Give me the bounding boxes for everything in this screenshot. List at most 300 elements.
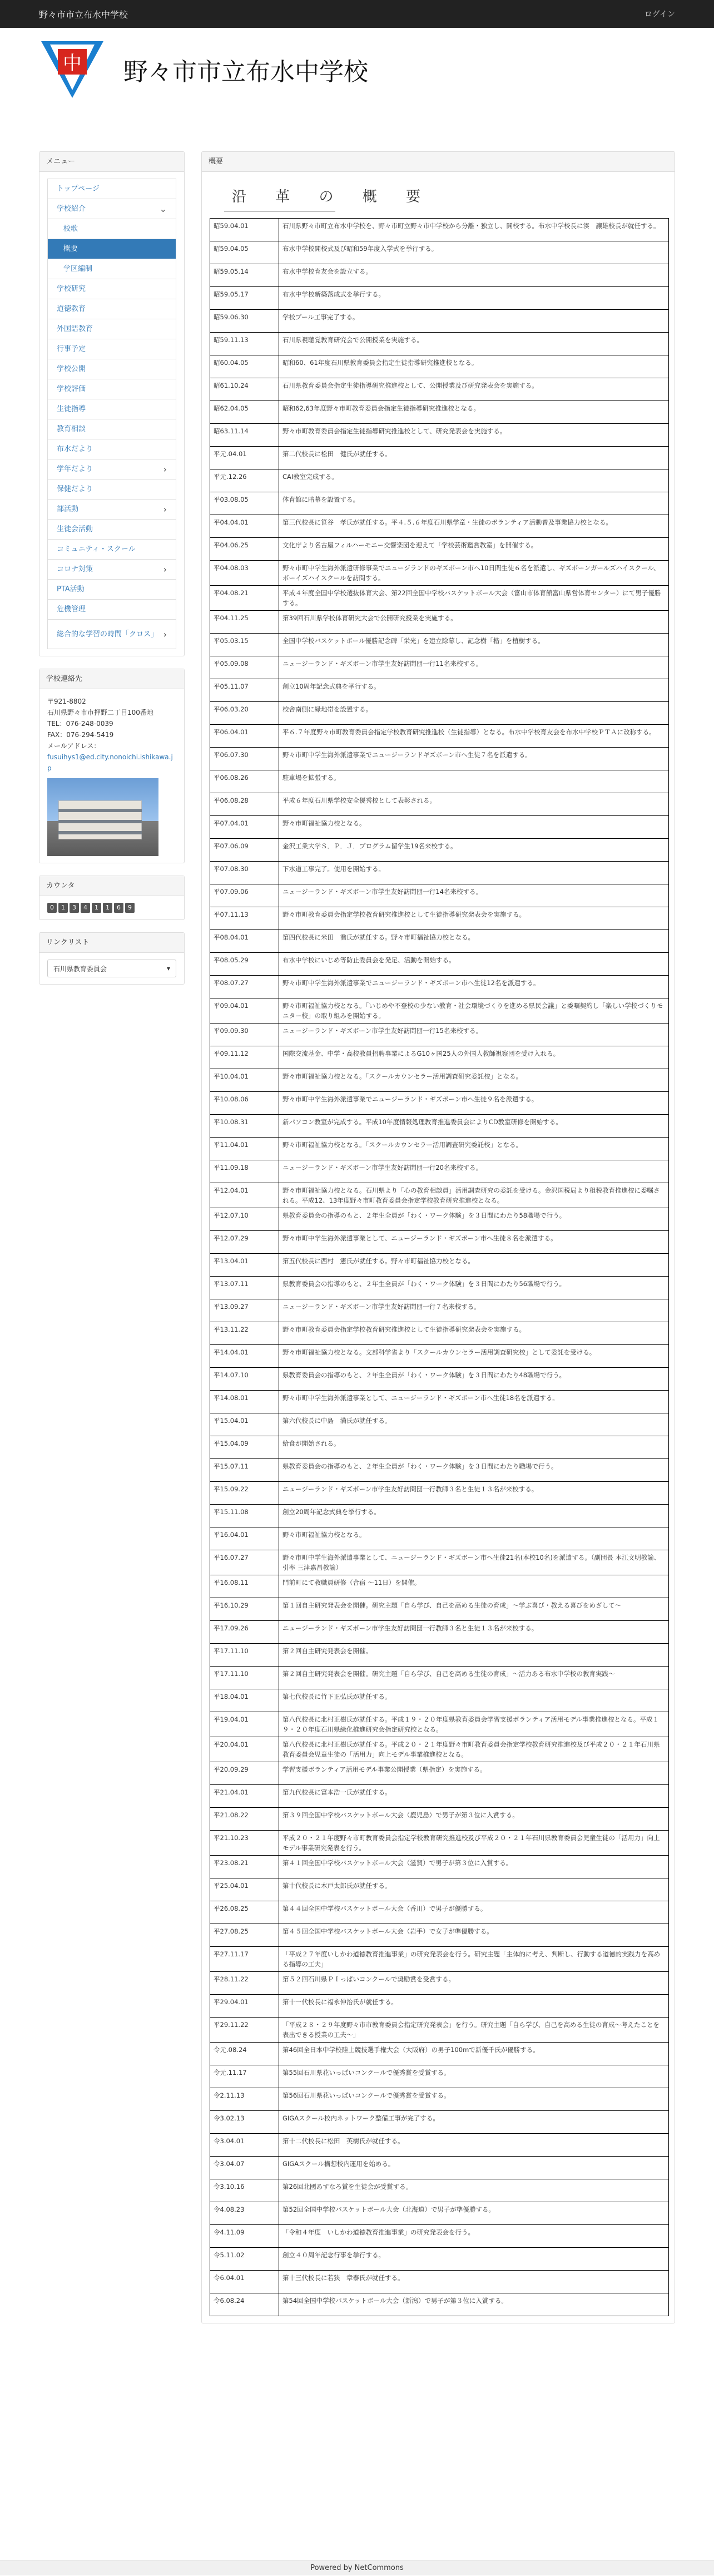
table-row <box>210 1831 669 1856</box>
history-event: CAI教室完成する。 <box>279 469 669 492</box>
history-event: 下水道工事完了。使用を開始する。 <box>279 862 669 884</box>
menu-item-counseling[interactable]: 教育相談 <box>48 419 176 439</box>
history-date: 平07.04.01 <box>210 816 279 839</box>
history-date: 平05.03.15 <box>210 634 279 656</box>
history-event: 第八代校長に北村正樹氏が就任する。平成２０・２１年度野々市町教育委員会指定学校教育研究推進校及び平成２０・２１年石川県教育委員会児童生徒の「活用力」向上モデル事業推進校となる。 <box>279 1737 669 1762</box>
table-row <box>210 1391 669 1413</box>
link-list-select[interactable] <box>47 960 176 977</box>
table-row <box>210 1621 669 1644</box>
history-date: 平06.08.28 <box>210 793 279 816</box>
history-event: 野々市町教育委員会指定学校教育研究推進校として生徒指導研究発表会を実施する。 <box>279 1322 669 1345</box>
table-row <box>210 679 669 702</box>
counter-digit: 3 <box>70 903 79 913</box>
contact-address: 石川県野々市市押野二丁目100番地 <box>47 709 153 716</box>
history-event: 平成６年度石川県学校安全優秀校として表彰される。 <box>279 793 669 816</box>
table-row <box>210 611 669 634</box>
table-row <box>210 492 669 515</box>
table-row <box>210 656 669 679</box>
history-date: 平08.07.27 <box>210 976 279 998</box>
history-event: ニュージーランド・ギズボーン市学生友好訪問団一行教師３名と生徒１３名が来校する。 <box>279 1482 669 1505</box>
history-date: 平17.09.26 <box>210 1621 279 1644</box>
table-row <box>210 538 669 561</box>
links-panel <box>39 932 185 985</box>
menu-item-pta[interactable]: PTA活動 <box>48 580 176 600</box>
history-event: 布水中学校育友会を設立する。 <box>279 264 669 287</box>
history-date: 昭59.04.05 <box>210 241 279 264</box>
menu-item-evaluation[interactable]: 学校評価 <box>48 379 176 399</box>
history-event: 第52回全国中学校バスケットボール大会（北海道）で男子が準優勝する。 <box>279 2202 669 2225</box>
history-date: 平15.07.11 <box>210 1459 279 1482</box>
table-row <box>210 469 669 492</box>
history-event: 昭和62,63年度野々市町教育委員会指定生徒指導研究推進校となる。 <box>279 401 669 424</box>
history-date: 平21.10.23 <box>210 1831 279 1856</box>
counter-digit: 0 <box>47 903 57 913</box>
history-event: 野々市町福祉協力校となる。 <box>279 816 669 839</box>
contact-mail-label: メールアドレス： <box>47 742 101 750</box>
table-row <box>210 1459 669 1482</box>
sidebar <box>39 151 185 997</box>
counter-panel-title: カウンタ <box>39 876 184 896</box>
history-date: 令元.08.24 <box>210 2043 279 2065</box>
history-date: 平21.08.22 <box>210 1808 279 1831</box>
history-event: 第46回全日本中学校陸上競技選手権大会（大阪府）の男子100mで新優千氏が優勝する。 <box>279 2043 669 2065</box>
main-content <box>201 151 675 2336</box>
menu-item-covid[interactable]: コロナ対策 › <box>48 560 176 580</box>
table-row <box>210 725 669 748</box>
table-row <box>210 976 669 998</box>
history-event: 布水中学校新築落成式を挙行する。 <box>279 287 669 310</box>
history-event: 第五代校長に西村 憲氏が就任する。野々市町福祉協力校となる。 <box>279 1254 669 1277</box>
menu-item-school-intro[interactable]: 学校紹介 ⌄ <box>48 199 176 219</box>
history-date: 令元.11.17 <box>210 2065 279 2088</box>
login-link[interactable]: ログイン <box>644 10 675 19</box>
history-date: 平26.08.25 <box>210 1901 279 1924</box>
history-event: 県教育委員会の指導のもと、２年生全員が「わく・ワーク体験」を３日間にわたり48職場で行う。 <box>279 1368 669 1391</box>
history-date: 平06.08.26 <box>210 770 279 793</box>
history-date: 平06.03.20 <box>210 702 279 725</box>
history-date: 平07.09.06 <box>210 884 279 907</box>
menu-item-crisis[interactable]: 危機管理 <box>48 600 176 620</box>
history-date: 平09.09.30 <box>210 1024 279 1046</box>
history-date: 昭59.04.01 <box>210 219 279 241</box>
table-row <box>210 355 669 378</box>
history-date: 平06.07.30 <box>210 748 279 770</box>
menu-item-schedule[interactable]: 行事予定 <box>48 339 176 359</box>
menu-item-student-council[interactable]: 生徒会活動 <box>48 520 176 540</box>
counter-panel <box>39 876 185 920</box>
table-row <box>210 2043 669 2065</box>
history-event: 野々市町中学生海外派遣事業でニュージーランド・ギズボーン市へ生徒12名を派遣する。 <box>279 976 669 998</box>
table-row <box>210 1160 669 1183</box>
school-emblem-icon[interactable] <box>39 39 106 100</box>
history-event: 新パソコン教室が完成する。平成10年度情報処理教育推進委員会によりCD教室研修を開始する。 <box>279 1115 669 1138</box>
menu-item-guidance[interactable]: 生徒指導 <box>48 399 176 419</box>
counter-digit: 6 <box>114 903 123 913</box>
table-row <box>210 816 669 839</box>
history-date: 平14.04.01 <box>210 1345 279 1368</box>
contact-mail-link[interactable]: fusuihys1@ed.city.nonoichi.ishikawa.jp <box>47 753 173 772</box>
history-event: GIGAスクール構想校内運用を始める。 <box>279 2157 669 2179</box>
history-date: 平17.11.10 <box>210 1667 279 1689</box>
table-row <box>210 1972 669 1995</box>
table-row <box>210 953 669 976</box>
menu-panel <box>39 151 185 656</box>
overview-panel <box>201 151 675 2323</box>
history-date: 平08.05.29 <box>210 953 279 976</box>
history-event: 野々市町中学生海外派遣事業でニュージーランドギズボーン市へ生徒７名を派遣する。 <box>279 748 669 770</box>
history-event: 第十一代校長に福永伸治氏が就任する。 <box>279 1995 669 2018</box>
table-row <box>210 1712 669 1737</box>
table-row <box>210 907 669 930</box>
history-event: 野々市町中学生海外派遣事業として、ニュージーランド・ギズボーン市へ生徒18名を派遣する。 <box>279 1391 669 1413</box>
history-event: ニュージーランド・ギズボーン市学生友好訪問団一行15名来校する。 <box>279 1024 669 1046</box>
history-event: 第七代校長に竹下正弘氏が就任する。 <box>279 1689 669 1712</box>
contact-panel <box>39 669 185 863</box>
counter-digit: 1 <box>103 903 112 913</box>
history-event: 石川県野々市町立布水中学校を、野々市町立野々市中学校から分離・独立し、開校する。布水中学校長に湊 讓雄校長が就任する。 <box>279 219 669 241</box>
history-event: GIGAスクール校内ネットワーク整備工事が完了する。 <box>279 2111 669 2134</box>
table-row <box>210 1413 669 1436</box>
history-event: 創立20周年記念式典を挙行する。 <box>279 1505 669 1527</box>
table-row <box>210 748 669 770</box>
history-date: 平07.08.30 <box>210 862 279 884</box>
table-row <box>210 634 669 656</box>
table-row <box>210 884 669 907</box>
table-row <box>210 1208 669 1231</box>
table-row <box>210 1878 669 1901</box>
table-row <box>210 1667 669 1689</box>
history-date: 平07.06.09 <box>210 839 279 862</box>
history-date: 令5.11.02 <box>210 2248 279 2271</box>
history-date: 平09.04.01 <box>210 998 279 1024</box>
history-date: 平04.04.01 <box>210 515 279 538</box>
history-event: 創立10周年記念式典を挙行する。 <box>279 679 669 702</box>
history-date: 平05.11.07 <box>210 679 279 702</box>
table-row <box>210 2065 669 2088</box>
counter-digit: 1 <box>58 903 68 913</box>
history-event: 平６.７年度野々市町教育委員会指定学校教育研究推進校（生徒指導）となる。布水中学校育友会を布水中学校ＰＴＡに改称する。 <box>279 725 669 748</box>
page-title: 野々市市立布水中学校 <box>123 58 368 86</box>
history-event: 野々市町中学生海外派遣研修事業でニュージランドのギズボーン市へ10日間生徒６名を派遣し、ギズボーンガールズハイスクール、ボーイズハイスクールを訪問する。 <box>279 561 669 586</box>
chevron-right-icon: › <box>163 463 167 474</box>
table-row <box>210 770 669 793</box>
history-date: 平16.04.01 <box>210 1527 279 1550</box>
history-date: 昭59.11.13 <box>210 333 279 355</box>
table-row <box>210 424 669 447</box>
menu-item-top[interactable]: トップページ <box>48 179 176 199</box>
table-row <box>210 1277 669 1299</box>
history-event: ニュージーランド・ギズボーン市学生友好訪問団一行11名来校する。 <box>279 656 669 679</box>
history-date: 平10.08.06 <box>210 1092 279 1115</box>
history-date: 令6.08.24 <box>210 2293 279 2316</box>
history-date: 昭60.04.05 <box>210 355 279 378</box>
table-row <box>210 2271 669 2293</box>
table-row <box>210 1762 669 1785</box>
history-date: 令3.04.01 <box>210 2134 279 2157</box>
history-event: 第十三代校長に若狭 章泰氏が就任する。 <box>279 2271 669 2293</box>
history-event: 野々市町教育委員会指定生徒指導研究推進校として、研究発表会を実施する。 <box>279 424 669 447</box>
history-date: 平15.11.08 <box>210 1505 279 1527</box>
history-date: 平18.04.01 <box>210 1689 279 1712</box>
table-row <box>210 1737 669 1762</box>
table-row <box>210 447 669 469</box>
history-date: 平13.09.27 <box>210 1299 279 1322</box>
table-row <box>210 2225 669 2248</box>
history-date: 令3.04.07 <box>210 2157 279 2179</box>
table-row <box>210 1231 669 1254</box>
table-row <box>210 2248 669 2271</box>
links-panel-title: リンクリスト <box>39 933 184 953</box>
menu-item-open-school[interactable]: 学校公開 <box>48 359 176 379</box>
table-row <box>210 1092 669 1115</box>
history-event: 野々市町福祉協力校となる。 <box>279 1527 669 1550</box>
history-date: 昭59.05.14 <box>210 264 279 287</box>
menu-item-foreign-language[interactable]: 外国語教育 <box>48 319 176 339</box>
history-date: 平15.09.22 <box>210 1482 279 1505</box>
history-event: 「平成２８・２９年度野々市市教育委員会指定研究発表会」を行う。研究主題「自ら学び、自己を高める生徒の育成〜考えたことを表出できる授業の工夫〜」 <box>279 2018 669 2043</box>
history-event: 平成２０・２１年度野々市町教育委員会指定学校教育研究推進校及び平成２０・２１年石川県教育委員会児童生徒の「活用力」向上モデル事業研究発表を行う。 <box>279 1831 669 1856</box>
history-event: 全国中学校バスケットボール優勝記念碑「栄光」を建立除幕し、記念樹「楷」を植樹する。 <box>279 634 669 656</box>
history-date: 平12.04.01 <box>210 1183 279 1208</box>
table-row <box>210 1550 669 1575</box>
menu-item-community-school[interactable]: コミュニティ・スクール <box>48 540 176 560</box>
history-event: 野々市町福祉協力校となる。石川県より「心の教育相談員」活用調査研究の委託を受ける。金沢国税局より租税教育推進校に委嘱される。平成12、13年度野々市町教育委員会指定学校教育研究推進校となる。 <box>279 1183 669 1208</box>
history-event: 給食が開始される。 <box>279 1436 669 1459</box>
table-row <box>210 1046 669 1069</box>
history-event: 第二代校長に松田 健氏が就任する。 <box>279 447 669 469</box>
history-event: 野々市町福祉協力校となる。「いじめや不登校の少ない教育・社会環境づくりを進める県民会議」と委嘱契約し「楽しい学校づくりモニター校」の取り組みを開始する。 <box>279 998 669 1024</box>
table-row <box>210 1115 669 1138</box>
table-row <box>210 1436 669 1459</box>
history-event: 野々市町中学生海外派遣事業として、ニュージーランド・ギズボーン市へ生徒21名(本校10名)を派遣する。（副団長 本江文明教諭、引率 三津嘉昌教諭） <box>279 1550 669 1575</box>
menu-list <box>47 179 176 649</box>
history-date: 昭62.04.05 <box>210 401 279 424</box>
history-event: 布水中学校開校式及び昭和59年度入学式を挙行する。 <box>279 241 669 264</box>
menu-item-grade-news[interactable]: 学年だより › <box>48 459 176 479</box>
history-date: 平21.04.01 <box>210 1785 279 1808</box>
table-row <box>210 287 669 310</box>
history-event: 第十代校長に木戸太郎氏が就任する。 <box>279 1878 669 1901</box>
history-date: 平16.08.11 <box>210 1575 279 1598</box>
table-row <box>210 1024 669 1046</box>
menu-item-integrated-study[interactable]: 総合的な学習の時間「クロス」 › <box>57 629 167 640</box>
history-event: 野々市町中学生海外派遣事業として、ニュージーランド・ギズボーン市へ生徒８名を派遣する。 <box>279 1231 669 1254</box>
history-date: 平05.09.08 <box>210 656 279 679</box>
table-row <box>210 264 669 287</box>
menu-item-school-district[interactable]: 学区編制 <box>48 259 176 279</box>
history-date: 平12.07.29 <box>210 1231 279 1254</box>
history-date: 平14.08.01 <box>210 1391 279 1413</box>
table-row <box>210 1527 669 1550</box>
history-event: ニュージーランド・ギズボーン市学生友好訪問団一行20名来校する。 <box>279 1160 669 1183</box>
history-date: 昭63.11.14 <box>210 424 279 447</box>
table-row <box>210 839 669 862</box>
history-date: 平23.08.21 <box>210 1856 279 1878</box>
table-row <box>210 702 669 725</box>
menu-item-research[interactable]: 学校研究 <box>48 279 176 299</box>
history-date: 平27.11.17 <box>210 1947 279 1972</box>
table-row <box>210 333 669 355</box>
table-row <box>210 1575 669 1598</box>
history-event: ニュージーランド・ギズボーン市学生友好訪問団一行14名来校する。 <box>279 884 669 907</box>
history-date: 平03.08.05 <box>210 492 279 515</box>
history-date: 平16.10.29 <box>210 1598 279 1621</box>
footer <box>0 2560 714 2575</box>
table-row <box>210 2293 669 2316</box>
table-row <box>210 2111 669 2134</box>
table-row <box>210 1254 669 1277</box>
history-event: 第５２回石川県ＰＩっぱいコンクールで奨励賞を受賞する。 <box>279 1972 669 1995</box>
menu-item-overview[interactable]: 概要 <box>48 239 176 259</box>
history-event: 駐車場を拡張する。 <box>279 770 669 793</box>
history-date: 平04.08.03 <box>210 561 279 586</box>
table-row <box>210 1689 669 1712</box>
table-row <box>210 1299 669 1322</box>
history-date: 昭59.06.30 <box>210 310 279 333</box>
access-counter <box>47 903 176 913</box>
table-row <box>210 2088 669 2111</box>
history-event: 第２回自主研究発表会を開催。研究主題「自ら学び、自己を高める生徒の育成」〜活力ある布水中学校の教育実践〜 <box>279 1667 669 1689</box>
table-row <box>210 1482 669 1505</box>
chevron-right-icon: › <box>163 503 167 515</box>
history-event: 学校プール工事完了する。 <box>279 310 669 333</box>
history-event: 平成４年度全国中学校選抜体育大会、第22回全国中学校バスケットボール大会（富山市体育館富山県営体育センター）にて男子優勝する。 <box>279 586 669 611</box>
history-date: 令3.10.16 <box>210 2179 279 2202</box>
history-event: 野々市町教育委員会指定学校教育研究推進校として生徒指導研究発表会を実施する。 <box>279 907 669 930</box>
history-event: 第八代校長に北村正樹氏が就任する。平成１９・２０年度県教育委員会学習支援ボランティア活用モデル事業推進校となる。平成１９・２０年度石川県緑化推進研究会指定研究校となる。 <box>279 1712 669 1737</box>
history-event: 「平成２７年度いしかわ道徳教育推進事業」の研究発表会を行う。研究主題「主体的に考え、判断し、行動する道徳的実践力を高める指導の工夫」 <box>279 1947 669 1972</box>
menu-panel-title: メニュー <box>39 152 184 172</box>
table-row <box>210 2134 669 2157</box>
history-event: ニュージーランド・ギズボーン市学生友好訪問団一行教師３名と生徒１３名が来校する。 <box>279 1621 669 1644</box>
history-date: 平15.04.01 <box>210 1413 279 1436</box>
history-date: 平12.07.10 <box>210 1208 279 1231</box>
history-date: 平04.08.21 <box>210 586 279 611</box>
table-row <box>210 241 669 264</box>
contact-panel-title: 学校連絡先 <box>39 669 184 689</box>
history-date: 平19.04.01 <box>210 1712 279 1737</box>
history-event: 県教育委員会の指導のもと、２年生全員が「わく・ワーク体験」を３日間にわたり58職場で行う。 <box>279 1208 669 1231</box>
history-event: 「令和４年度 いしかわ道徳教育推進事業」の研究発表会を行う。 <box>279 2225 669 2248</box>
table-row <box>210 2179 669 2202</box>
table-row <box>210 1069 669 1092</box>
table-row <box>210 1322 669 1345</box>
history-event: 石川県教育委員会指定生徒指導研究推進校として、公開授業及び研究発表会を実施する。 <box>279 378 669 401</box>
topbar-site-name[interactable]: 野々市市立布水中学校 <box>39 9 128 20</box>
table-row <box>210 561 669 586</box>
table-row <box>210 378 669 401</box>
table-row <box>210 1644 669 1667</box>
table-row <box>210 1924 669 1947</box>
emblem-text: 中 <box>63 52 82 75</box>
school-photo <box>47 778 158 856</box>
table-row <box>210 2157 669 2179</box>
footer-credit[interactable]: Powered by NetCommons <box>310 2564 404 2572</box>
table-row <box>210 401 669 424</box>
history-date: 平14.07.10 <box>210 1368 279 1391</box>
history-event: 第55回石川県花いっぱいコンクールで優秀賞を受賞する。 <box>279 2065 669 2088</box>
history-date: 昭61.10.24 <box>210 378 279 401</box>
history-event: 第56回石川県花いっぱいコンクールで優秀賞を受賞する。 <box>279 2088 669 2111</box>
chevron-right-icon: › <box>163 629 167 640</box>
history-event: 第四代校長に米田 喬氏が就任する。野々市町福祉協力校となる。 <box>279 930 669 953</box>
top-bar <box>0 0 714 28</box>
history-date: 昭59.05.17 <box>210 287 279 310</box>
history-event: 金沢工業大学Ｓ．Ｐ．Ｊ．プログラム留学生19名来校する。 <box>279 839 669 862</box>
table-row <box>210 1856 669 1878</box>
history-date: 令4.11.09 <box>210 2225 279 2248</box>
history-date: 平11.09.18 <box>210 1160 279 1183</box>
history-date: 平25.04.01 <box>210 1878 279 1901</box>
history-event: 体育館に暗幕を設置する。 <box>279 492 669 515</box>
menu-item-health-news[interactable]: 保健だより <box>48 479 176 500</box>
counter-digit: 4 <box>81 903 90 913</box>
history-date: 平06.04.01 <box>210 725 279 748</box>
history-event: 第54回全国中学校バスケットボール大会（新潟）で男子が第３位に入賞する。 <box>279 2293 669 2316</box>
table-row <box>210 2018 669 2043</box>
menu-item-clubs[interactable]: 部活動 › <box>48 500 176 520</box>
menu-item-school-song[interactable]: 校歌 <box>48 219 176 239</box>
history-date: 平04.11.25 <box>210 611 279 634</box>
table-row <box>210 2202 669 2225</box>
contact-tel: TEL：076-248-0039 <box>47 720 113 728</box>
history-date: 平13.11.22 <box>210 1322 279 1345</box>
history-date: 平20.04.01 <box>210 1737 279 1762</box>
history-date: 平04.06.25 <box>210 538 279 561</box>
contact-zip: 〒921-8802 <box>47 698 86 705</box>
counter-digit: 9 <box>125 903 135 913</box>
menu-item-newsletter[interactable]: 布水だより <box>48 439 176 459</box>
overview-panel-title: 概要 <box>202 152 675 172</box>
history-event: 第39回石川県学校体育研究大会で公開研究授業を実施する。 <box>279 611 669 634</box>
history-event: 布水中学校にいじめ等防止委員会を発足、活動を開始する。 <box>279 953 669 976</box>
history-date: 平元.12.26 <box>210 469 279 492</box>
history-event: 創立４０周年記念行事を挙行する。 <box>279 2248 669 2271</box>
history-event: 国際交流基金、中学・高校教員招聘事業によるG10ヶ国25人の外国人教師視察団を受け入れる。 <box>279 1046 669 1069</box>
history-date: 平元.04.01 <box>210 447 279 469</box>
history-event: 第三代校長に笹谷 孝氏が就任する。平４.５.６年度石川県学童・生徒のボランティア活動普及事業協力校となる。 <box>279 515 669 538</box>
history-event: 校舎南側に緑地帯を設置する。 <box>279 702 669 725</box>
history-date: 令4.08.23 <box>210 2202 279 2225</box>
history-event: 学習支援ボランティア活用モデル事業公開授業（県指定）を実施する。 <box>279 1762 669 1785</box>
history-event: 野々市町福祉協力校となる。「スクールカウンセラー活用調査研究委託校」となる。 <box>279 1069 669 1092</box>
table-row <box>210 1808 669 1831</box>
history-event: 第４４回全国中学校バスケットボール大会（香川）で男子が優勝する。 <box>279 1901 669 1924</box>
table-row <box>210 998 669 1024</box>
table-row <box>210 1368 669 1391</box>
history-date: 平17.11.10 <box>210 1644 279 1667</box>
link-list-selected: 石川県教育委員会 <box>53 965 107 973</box>
menu-item-moral-education[interactable]: 道徳教育 <box>48 299 176 319</box>
table-row <box>210 1138 669 1160</box>
chevron-down-icon: ▾ <box>166 965 170 972</box>
table-row <box>210 1901 669 1924</box>
history-event: ニュージーランド・ギズボーン市学生友好訪問団一行７名来校する。 <box>279 1299 669 1322</box>
history-event: 第４１回全国中学校バスケットボール大会（滋賀）で男子が第３位に入賞する。 <box>279 1856 669 1878</box>
contact-fax: FAX：076-294-5419 <box>47 731 114 739</box>
site-header <box>0 28 714 111</box>
history-event: 文化庁より名古屋フィルハーモニー交響楽団を迎えて「学校芸術鑑賞教室」を開催する。 <box>279 538 669 561</box>
history-event: 第１回自主研究発表会を開催。研究主題「自ら学び、自己を高める生徒の育成」〜学ぶ喜び・教える喜びをめざして〜 <box>279 1598 669 1621</box>
chevron-down-icon: ⌄ <box>159 203 167 214</box>
history-event: 野々市町福祉協力校となる。文部科学省より「スクールカウンセラー活用調査研究校」として委託を受ける。 <box>279 1345 669 1368</box>
history-date: 令2.11.13 <box>210 2088 279 2111</box>
table-row <box>210 586 669 611</box>
history-date: 平29.04.01 <box>210 1995 279 2018</box>
history-date: 平16.07.27 <box>210 1550 279 1575</box>
table-row <box>210 793 669 816</box>
table-row <box>210 1598 669 1621</box>
